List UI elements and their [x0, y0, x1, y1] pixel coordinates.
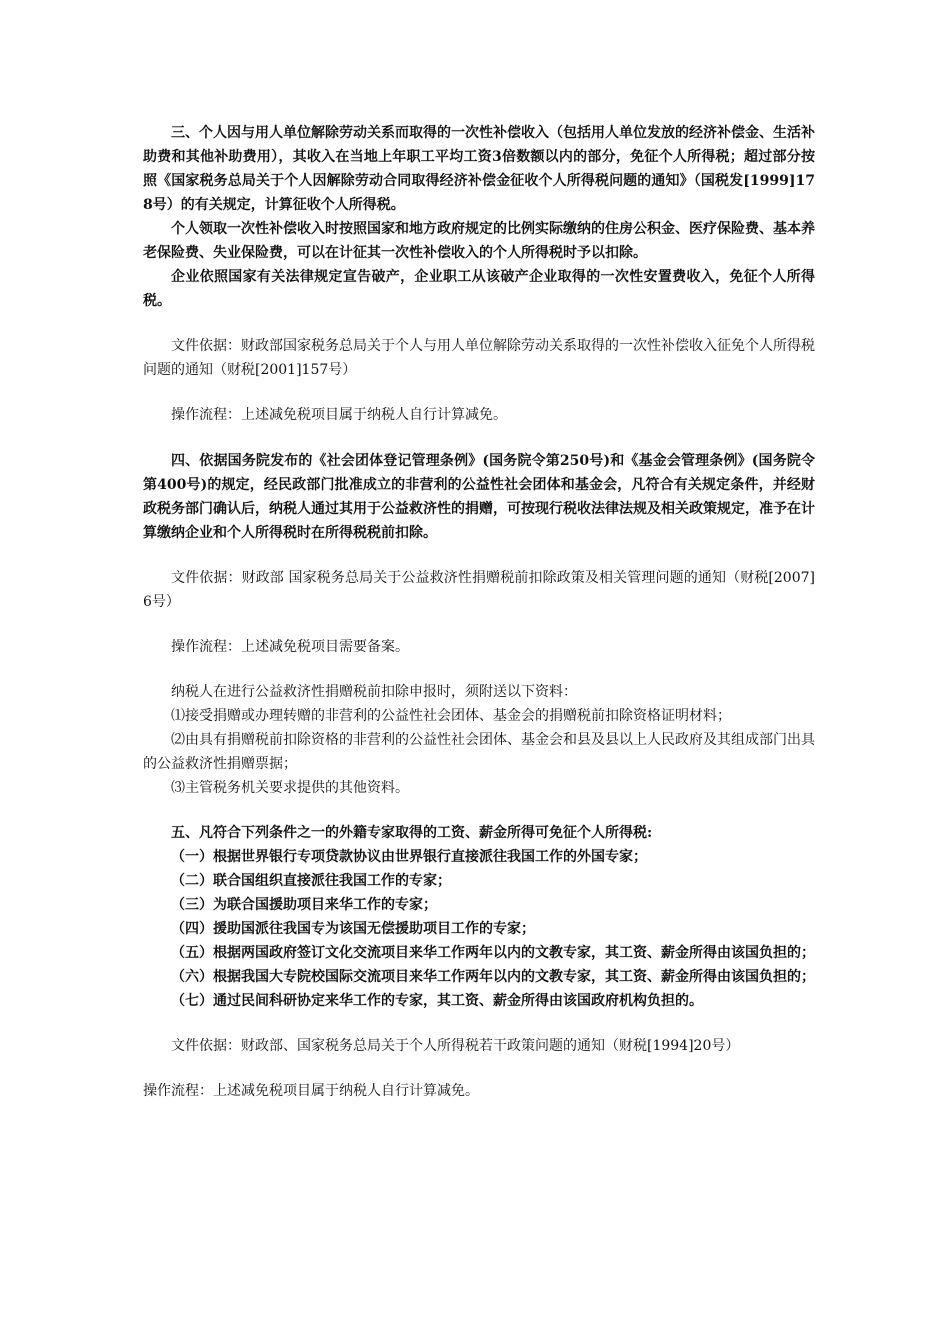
section3-document-basis: 文件依据：财政部国家税务总局关于个人与用人单位解除劳动关系取得的一次性补偿收入征免个人所得税问题的通知（财税[2001]157号） — [143, 338, 815, 378]
section5-item: （五）根据两国政府签订文化交流项目来华工作两年以内的文教专家，其工资、薪金所得由该国负担的； — [171, 945, 815, 961]
section5-item: （一）根据世界银行专项贷款协议由世界银行直接派往我国工作的外国专家； — [171, 849, 647, 865]
section5-item: （四）援助国派往我国专为该国无偿援助项目工作的专家； — [171, 921, 535, 937]
section3-operation-process: 操作流程：上述减免税项目属于纳税人自行计算减免。 — [171, 407, 507, 423]
section5-heading: 五、凡符合下列条件之一的外籍专家取得的工资、薪金所得可免征个人所得税: — [171, 825, 653, 841]
section3-paragraph-3: 企业依照国家有关法律规定宣告破产，企业职工从该破产企业取得的一次性安置费收入，免征个人所得税。 — [143, 269, 815, 309]
section3-paragraph-2: 个人领取一次性补偿收入时按照国家和地方政府规定的比例实际缴纳的住房公积金、医疗保险费、基本养老保险费、失业保险费，可以在计征其一次性补偿收入的个人所得税时予以扣除。 — [143, 221, 815, 261]
section4-paragraph-1: 四、依据国务院发布的《社会团体登记管理条例》(国务院令第250号)和《基金会管理条例》(国务院令第400号)的规定，经民政部门批准成立的非营利的公益性社会团体和基金会，凡符合有关规定条件，并经财政税务部门确认后，纳税人通过其用于公益救济性的捐赠，可按现行税收法律法规及相关政策规定，准予在计算缴纳企业和个人所得税时在所得税税前扣除。 — [143, 453, 815, 541]
section5-item: （六）根据我国大专院校国际交流项目来华工作两年以内的文教专家，其工资、薪金所得由该国负担的； — [171, 969, 815, 985]
section3-paragraph-1: 三、个人因与用人单位解除劳动关系而取得的一次性补偿收入（包括用人单位发放的经济补偿金、生活补助费和其他补助费用），其收入在当地上年职工平均工资3倍数额以内的部分，免征个人所得税；超过部分按照《国家税务总局关于个人因解除劳动合同取得经济补偿金征收个人所得税问题的通知》（国税发[1999]178号）的有关规定，计算征收个人所得税。 — [143, 125, 815, 213]
section5-item: （二）联合国组织直接派往我国工作的专家； — [171, 873, 451, 889]
section4-materials-intro: 纳税人在进行公益救济性捐赠税前扣除申报时，须附送以下资料： — [171, 684, 577, 700]
section4-operation-process: 操作流程：上述减免税项目需要备案。 — [171, 639, 409, 655]
document-page — [143, 121, 815, 1103]
section4-material-item: ⑴接受捐赠或办理转赠的非营利的公益性社会团体、基金会的捐赠税前扣除资格证明材料； — [171, 708, 731, 724]
section5-item: （七）通过民间科研协定来华工作的专家，其工资、薪金所得由该国政府机构负担的。 — [171, 993, 703, 1009]
section5-operation-process: 操作流程：上述减免税项目属于纳税人自行计算减免。 — [143, 1083, 479, 1099]
section4-document-basis: 文件依据：财政部 国家税务总局关于公益救济性捐赠税前扣除政策及相关管理问题的通知（财税[2007]6号） — [143, 570, 815, 610]
section4-material-item: ⑶主管税务机关要求提供的其他资料。 — [171, 780, 409, 796]
section4-material-item: ⑵由具有捐赠税前扣除资格的非营利的公益性社会团体、基金会和县及县以上人民政府及其组成部门出具的公益救济性捐赠票据； — [143, 732, 815, 772]
section5-document-basis: 文件依据：财政部、国家税务总局关于个人所得税若干政策问题的通知（财税[1994]20号） — [171, 1038, 740, 1054]
section5-item: （三）为联合国援助项目来华工作的专家； — [171, 897, 437, 913]
